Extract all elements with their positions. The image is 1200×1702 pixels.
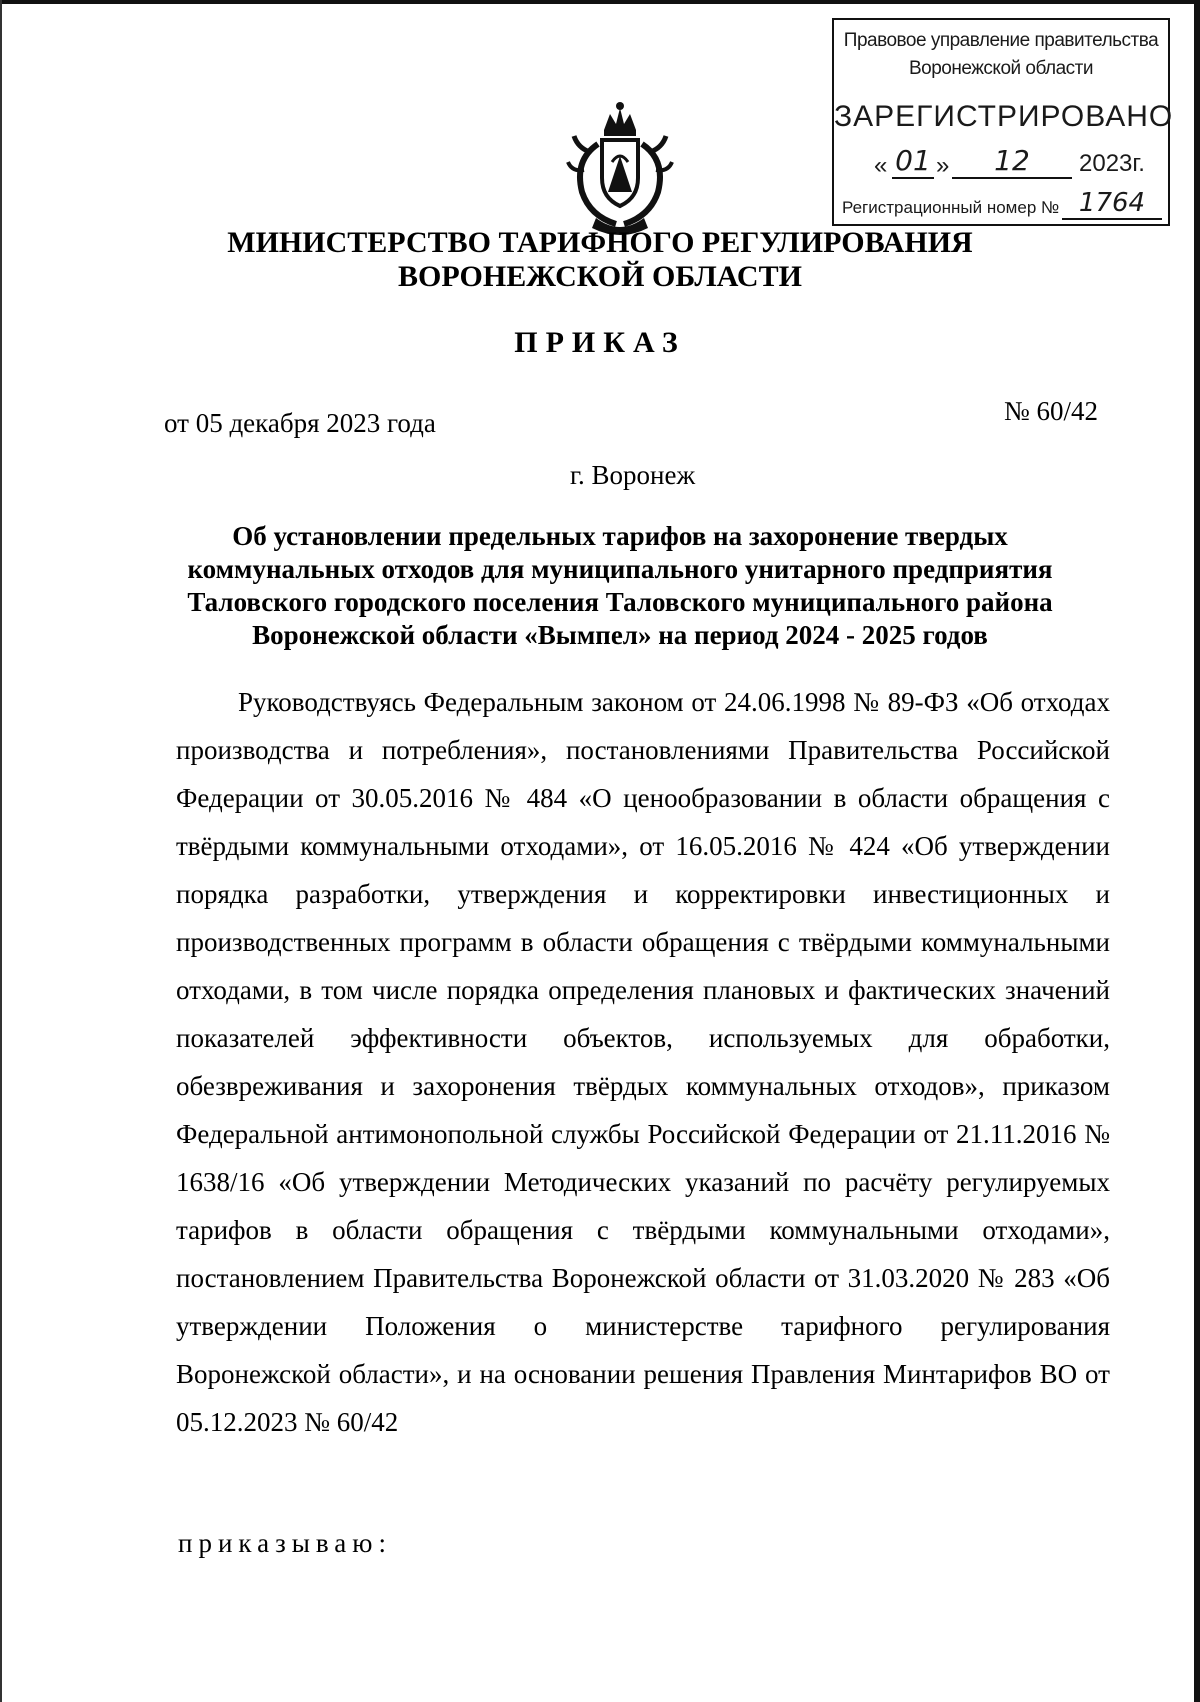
scan-border-left — [0, 0, 2, 1702]
stamp-open-quote: « — [874, 152, 888, 179]
scan-border-top — [0, 0, 1200, 4]
ministry-line2: ВОРОНЕЖСКОЙ ОБЛАСТИ — [398, 260, 802, 293]
order-date: от 05 декабря 2023 года — [164, 408, 436, 438]
stamp-close-quote: » — [936, 152, 950, 179]
stamp-month: 12 — [952, 144, 1072, 179]
stamp-reg-number: 1764 — [1062, 188, 1162, 220]
order-city: г. Воронеж — [570, 460, 696, 490]
stamp-year: 2023г. — [1079, 150, 1145, 177]
registration-stamp — [832, 18, 1174, 226]
document-title — [150, 520, 1090, 652]
title-line3: Таловского городского поселения Таловского муниципального района — [187, 587, 1053, 617]
stamp-status: ЗАРЕГИСТРИРОВАНО — [834, 100, 1174, 133]
order-number: № 60/42 — [1004, 396, 1099, 426]
stamp-org-line1: Правовое управление правительства — [843, 30, 1159, 51]
stamp-org-line2: Воронежской области — [909, 58, 1093, 79]
ministry-name — [220, 226, 980, 294]
title-line4: Воронежской области «Вымпел» на период 2024 - 2025 годов — [252, 620, 988, 650]
title-line2: коммунальных отходов для муниципального унитарного предприятия — [187, 554, 1053, 584]
title-line1: Об установлении предельных тарифов на захоронение твердых — [232, 521, 1008, 551]
ministry-line1: МИНИСТЕРСТВО ТАРИФНОГО РЕГУЛИРОВАНИЯ — [227, 226, 973, 259]
document-type: ПРИКАЗ — [514, 326, 686, 359]
stamp-registration — [842, 188, 1167, 222]
preamble-paragraph: Руководствуясь Федеральным законом от 24.06.1998 № 89-ФЗ «Об отходах производства и потребления», постановлениями Правительства Российской Федерации от 30.05.2016 № 484 «О ценообразовании в области обращения с твёрдыми коммунальными отходами», от 16.05.2016 № 424 «Об утверждении порядка разработки, утверждения и корректировки инвестиционных и производственных программ в области обращения с твёрдыми коммунальными отходами, в том числе порядка определения плановых и фактических значений показателей эффективности объектов, используемых для обработки, обезвреживания и захоронения твёрдых коммунальных отходов», приказом Федеральной антимонопольной службы Российской Федерации от 21.11.2016 № 1638/16 «Об утверждении Методических указаний по расчёту регулируемых тарифов в области обращения с твёрдыми коммунальными отходами», постановлением Правительства Воронежской области от 31.03.2020 № 283 «Об утверждении Положения о министерстве тарифного регулирования Воронежской области», и на основании решения Правления Минтарифов ВО от 05.12.2023 № 60/42 — [176, 687, 1110, 1437]
scan-border-right — [1194, 0, 1200, 1702]
order-word: приказываю: — [178, 1528, 392, 1558]
stamp-day: 01 — [892, 144, 934, 179]
coat-of-arms-icon — [560, 100, 680, 240]
stamp-date — [874, 144, 1164, 184]
stamp-reg-label: Регистрационный номер № — [842, 198, 1060, 217]
